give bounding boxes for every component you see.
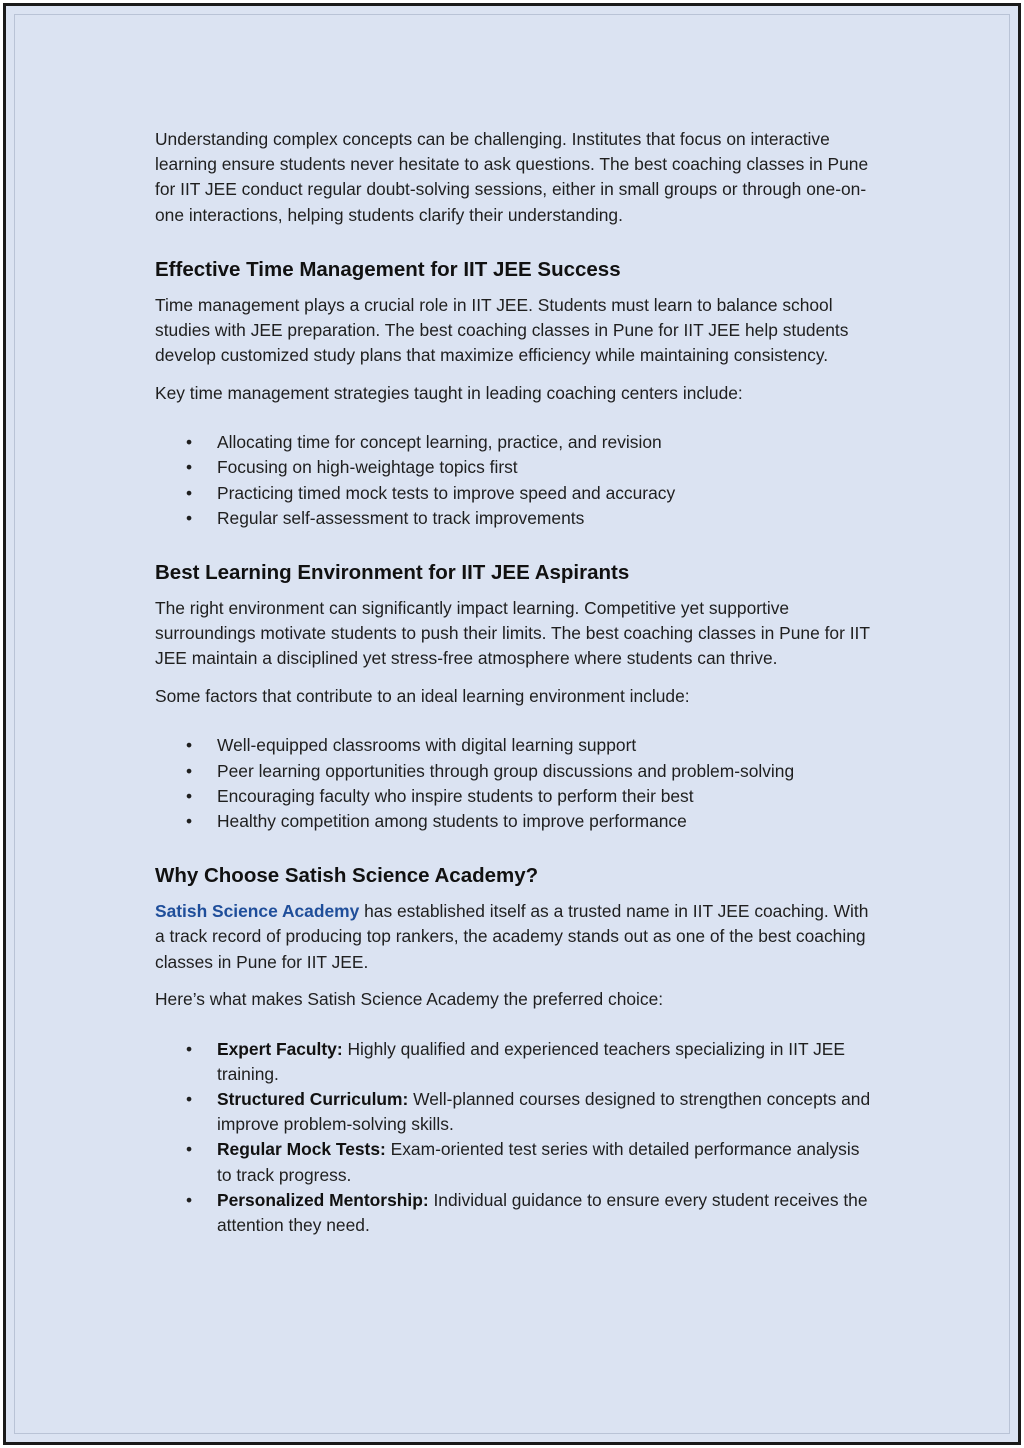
bullet-icon: • — [186, 785, 193, 806]
list-item — [155, 481, 875, 506]
why-choose-list — [155, 1037, 875, 1239]
list-item — [155, 1087, 875, 1137]
list-item — [155, 759, 875, 784]
list-item — [155, 1188, 875, 1238]
list-item-text: Encouraging faculty who inspire students to perform their best — [217, 785, 694, 806]
list-item-lead: Structured Curriculum: — [217, 1089, 409, 1110]
time-management-list-intro: Key time management strategies taught in leading coaching centers include: — [155, 383, 743, 404]
list-item-text: Regular self-assessment to track improvements — [217, 507, 585, 528]
document-body — [155, 127, 875, 1238]
list-item — [155, 506, 875, 531]
list-item — [155, 1037, 875, 1087]
list-item-text: Exam-oriented test series with detailed performance analysis to track progress. — [217, 1139, 860, 1185]
list-item-text: Highly qualified and experienced teachers specializing in IIT JEE training. — [217, 1038, 845, 1084]
list-item-text: Well-equipped classrooms with digital learning support — [217, 735, 637, 756]
bullet-icon: • — [186, 507, 193, 528]
list-item-lead: Personalized Mentorship: — [217, 1189, 429, 1210]
section-heading-why-choose: Why Choose Satish Science Academy? — [155, 864, 539, 888]
section-heading-time-management: Effective Time Management for IIT JEE Success — [155, 257, 621, 281]
list-item-text: Practicing timed mock tests to improve speed and accuracy — [217, 482, 676, 503]
why-choose-paragraph — [155, 899, 875, 975]
time-management-paragraph: Time management plays a crucial role in IIT JEE. Students must learn to balance school studies with JEE preparation. The best coaching classes in Pune for IIT JEE help students develop customized study plans that maximize efficiency while maintaining consistency. — [155, 294, 849, 366]
intro-paragraph: Understanding complex concepts can be challenging. Institutes that focus on interactive learning ensure students never hesitate to ask questions. The best coaching classes in Pune for IIT JEE conduct regular doubt-solving sessions, either in small groups or through one-on-one interactions, helping students clarify their understanding. — [155, 129, 869, 225]
environment-list-intro: Some factors that contribute to an ideal learning environment include: — [155, 686, 690, 707]
list-item-lead: Expert Faculty: — [217, 1038, 343, 1059]
section-heading-environment: Best Learning Environment for IIT JEE Aspirants — [155, 561, 630, 585]
academy-link[interactable]: Satish Science Academy — [155, 901, 360, 922]
bullet-icon: • — [186, 1038, 193, 1059]
bullet-icon: • — [186, 482, 193, 503]
bullet-icon: • — [186, 432, 193, 453]
list-item-text: Allocating time for concept learning, practice, and revision — [217, 432, 662, 453]
list-item — [155, 733, 875, 758]
list-item — [155, 1137, 875, 1187]
list-item-text: Well-planned courses designed to strengthen concepts and improve problem-solving skills. — [217, 1089, 871, 1135]
document-page — [3, 3, 1021, 1445]
list-item — [155, 809, 875, 834]
time-management-list — [155, 430, 875, 531]
why-choose-paragraph-text: has established itself as a trusted name in IIT JEE coaching. With a track record of producing top rankers, the academy stands out as one of the best coaching classes in Pune for IIT JEE. — [155, 901, 869, 972]
list-item — [155, 455, 875, 480]
bullet-icon: • — [186, 735, 193, 756]
bullet-icon: • — [186, 811, 193, 832]
list-item-text: Individual guidance to ensure every student receives the attention they need. — [217, 1189, 868, 1236]
bullet-icon: • — [186, 457, 193, 478]
bullet-icon: • — [186, 1089, 193, 1110]
list-item-lead: Regular Mock Tests: — [217, 1139, 386, 1160]
bullet-icon: • — [186, 760, 193, 781]
list-item-text: Focusing on high-weightage topics first — [217, 457, 518, 478]
environment-list — [155, 733, 875, 834]
list-item-text: Healthy competition among students to improve performance — [217, 811, 687, 832]
list-item-text: Peer learning opportunities through group discussions and problem-solving — [217, 760, 795, 781]
list-item — [155, 784, 875, 809]
why-choose-list-intro: Here’s what makes Satish Science Academy the preferred choice: — [155, 989, 664, 1010]
list-item — [155, 430, 875, 455]
bullet-icon: • — [186, 1139, 193, 1160]
environment-paragraph: The right environment can significantly impact learning. Competitive yet supportive surroundings motivate students to push their limits. The best coaching classes in Pune for IIT JEE maintain a disciplined yet stress-free atmosphere where students can thrive. — [155, 598, 870, 669]
bullet-icon: • — [186, 1189, 193, 1210]
